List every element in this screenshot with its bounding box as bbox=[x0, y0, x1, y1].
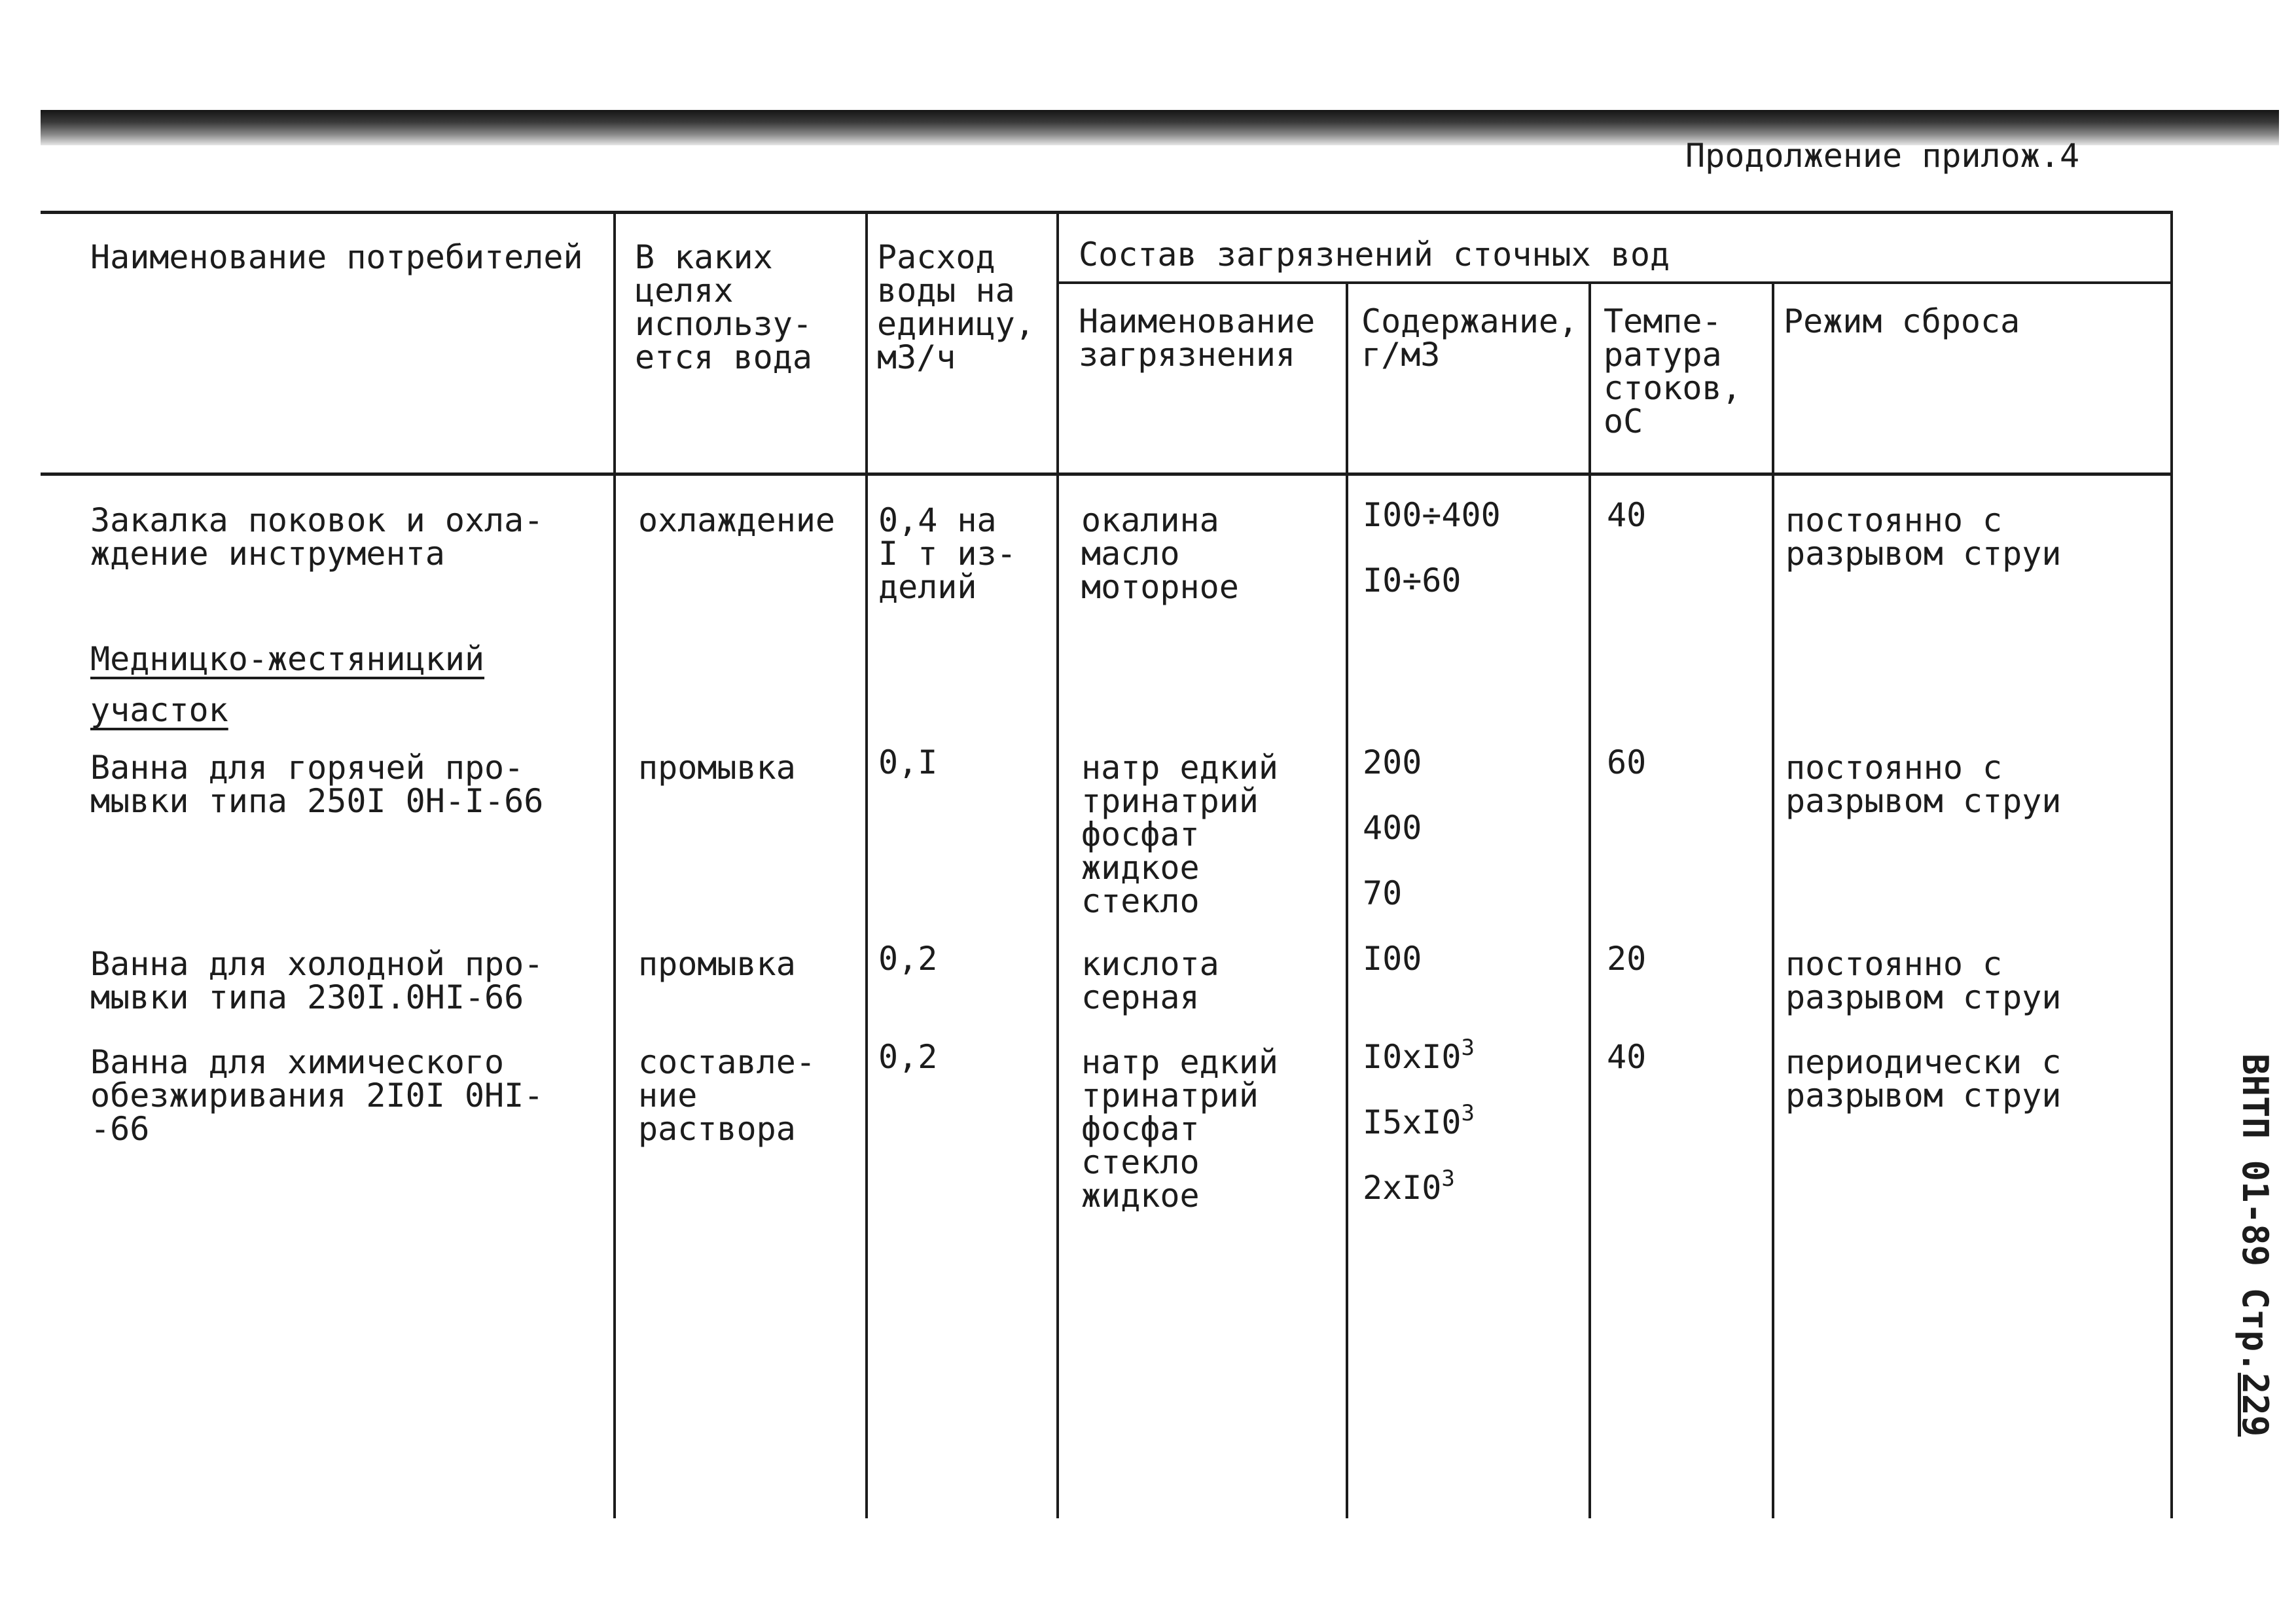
header-consumer: Наименование потребителей bbox=[90, 238, 583, 276]
table-right-border bbox=[2170, 211, 2173, 1518]
content-exponent: 3 bbox=[1441, 1166, 1455, 1192]
content-exponent: 3 bbox=[1461, 1100, 1475, 1126]
document-code: ВНТП 01-89 Стр. bbox=[2234, 1054, 2276, 1373]
table-row-purpose: составле- ние раствора bbox=[638, 1043, 816, 1148]
table-row-consumer: Ванна для горячей про- мывки типа 250I 0Н-I-66 bbox=[90, 749, 544, 820]
table-row-pollutant: тринатрий фосфат bbox=[1081, 1077, 1259, 1148]
table-row-pollutant: жидкое стекло bbox=[1081, 849, 1200, 920]
header-pollution-group: Состав загрязнений сточных вод bbox=[1079, 236, 1670, 274]
col-divider-6 bbox=[1772, 281, 1774, 1518]
header-content: Содержание, г/м3 bbox=[1361, 302, 1579, 374]
table-row-content bbox=[1363, 1035, 1475, 1076]
table-top-border bbox=[41, 211, 2173, 214]
table-row-pollutant: масло моторное bbox=[1081, 535, 1239, 606]
document-page-label bbox=[2235, 1054, 2274, 1436]
content-base: 2xI0 bbox=[1363, 1169, 1442, 1207]
table-row-pollutant: тринатрий фосфат bbox=[1081, 782, 1259, 853]
col-divider-2 bbox=[865, 211, 868, 1518]
header-purpose: В каких целях использу- ется вода bbox=[635, 238, 812, 376]
header-temperature: Темпе- ратура стоков, оС bbox=[1604, 302, 1742, 440]
table-row-temperature: 20 bbox=[1607, 940, 1647, 978]
table-row-pollutant: окалина bbox=[1081, 501, 1219, 539]
table-row-content: I00÷400 bbox=[1363, 496, 1501, 534]
header-flow: Расход воды на единицу, м3/ч bbox=[877, 238, 1035, 376]
page-number: 229 bbox=[2234, 1372, 2276, 1437]
content-base: I0xI0 bbox=[1363, 1038, 1462, 1076]
header-discharge-mode: Режим сброса bbox=[1784, 302, 2020, 340]
section-heading: Медницко-жестяницкий участок bbox=[90, 640, 485, 729]
table-row-discharge-mode: постоянно с разрывом струи bbox=[1785, 749, 2062, 820]
table-row-pollutant: натр едкий bbox=[1081, 1043, 1279, 1081]
content-exponent: 3 bbox=[1461, 1035, 1475, 1061]
group-header-divider bbox=[1056, 281, 2173, 284]
table-row-content: 70 bbox=[1363, 874, 1403, 912]
col-divider-3 bbox=[1056, 211, 1059, 1518]
table-row-discharge-mode: постоянно с разрывом струи bbox=[1785, 945, 2062, 1016]
table-row-purpose: промывка bbox=[638, 749, 796, 787]
table-row-content bbox=[1363, 1166, 1455, 1207]
table-row-consumer: Ванна для химического обезжиривания 2I0I 0HI- -66 bbox=[90, 1043, 544, 1148]
table-row-temperature: 60 bbox=[1607, 743, 1647, 781]
table-row-consumer: Ванна для холодной про- мывки типа 230I.0HI-66 bbox=[90, 945, 544, 1016]
table-row-content: I00 bbox=[1363, 940, 1422, 978]
table-row-content bbox=[1363, 1100, 1475, 1141]
table-row-temperature: 40 bbox=[1607, 496, 1647, 534]
table-row-purpose: охлаждение bbox=[638, 501, 836, 539]
table-row-flow: 0,2 bbox=[878, 940, 938, 978]
header-bottom-border bbox=[41, 473, 2173, 476]
continuation-note: Продолжение прилож.4 bbox=[1685, 137, 2080, 175]
table-row-flow: 0,I bbox=[878, 743, 938, 781]
col-divider-4 bbox=[1346, 281, 1348, 1518]
table-row-consumer: Закалка поковок и охла- ждение инструмента bbox=[90, 501, 544, 573]
table-row-content: 200 bbox=[1363, 743, 1422, 781]
table-row-flow: 0,2 bbox=[878, 1038, 938, 1076]
table-row-discharge-mode: периодически с разрывом струи bbox=[1785, 1043, 2062, 1115]
table-row-pollutant: натр едкий bbox=[1081, 749, 1279, 787]
table-row-purpose: промывка bbox=[638, 945, 796, 983]
table-row-temperature: 40 bbox=[1607, 1038, 1647, 1076]
table-row-pollutant: кислота серная bbox=[1081, 945, 1219, 1016]
table-row-content: 400 bbox=[1363, 809, 1422, 847]
table-row-content: I0÷60 bbox=[1363, 562, 1462, 599]
table-row-discharge-mode: постоянно с разрывом струи bbox=[1785, 501, 2062, 573]
table-row-pollutant: стекло жидкое bbox=[1081, 1143, 1200, 1215]
col-divider-5 bbox=[1588, 281, 1591, 1518]
table-row-flow: 0,4 на I т из- делий bbox=[878, 501, 1016, 606]
header-pollutant-name: Наименование загрязнения bbox=[1079, 302, 1316, 374]
col-divider-1 bbox=[613, 211, 616, 1518]
content-base: I5xI0 bbox=[1363, 1103, 1462, 1141]
